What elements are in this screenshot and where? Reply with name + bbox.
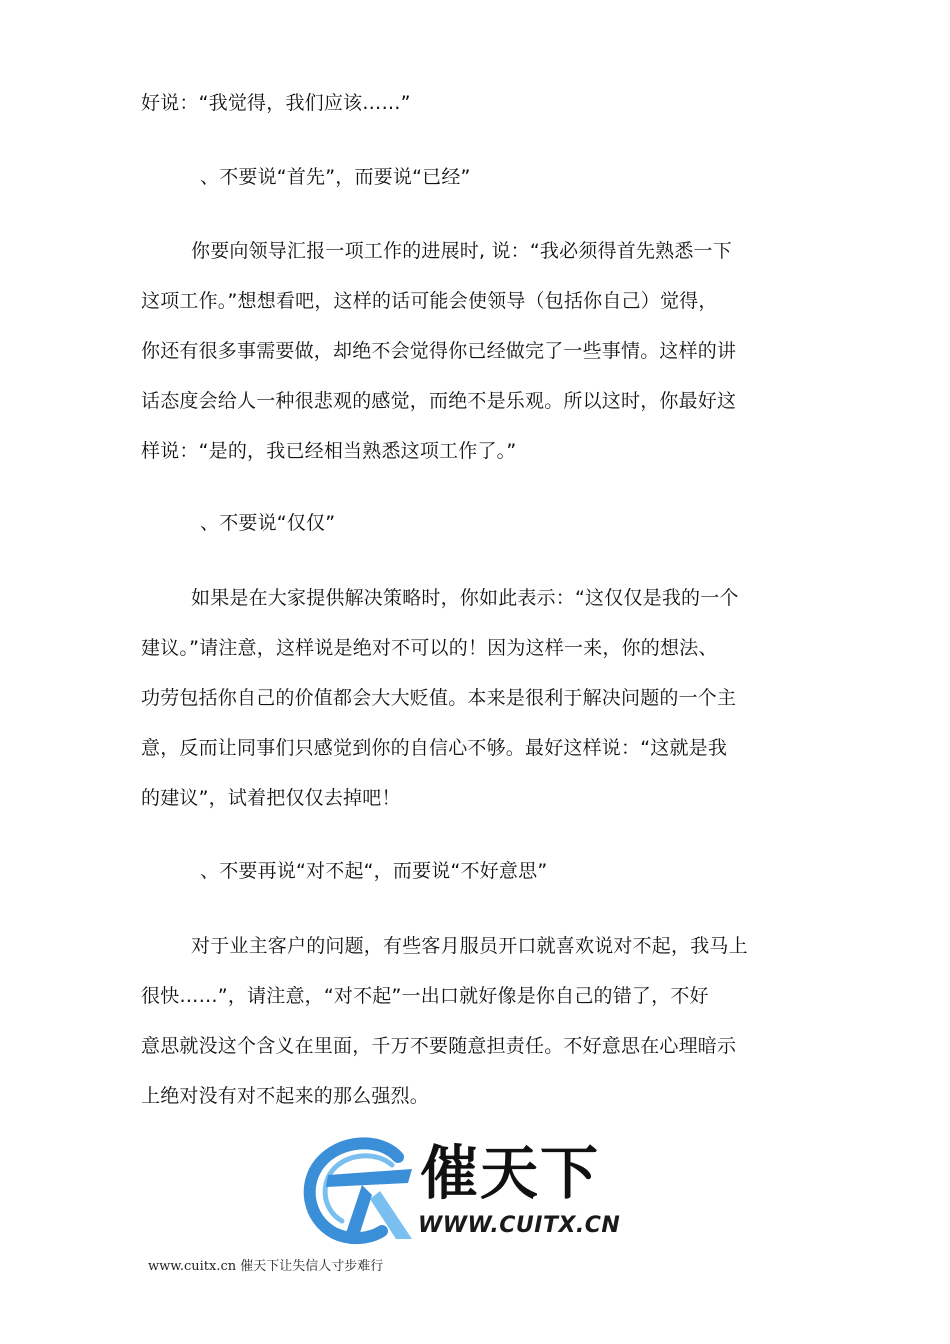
paragraph-line: 的建议”，试着把仅仅去掉吧！ (141, 787, 401, 809)
paragraph-line: 样说：“是的，我已经相当熟悉这项工作了。” (141, 440, 517, 462)
paragraph-line: 你还有很多事需要做，却绝不会觉得你已经做完了一些事情。这样的讲 (141, 340, 737, 362)
paragraph-line: 建议。”请注意，这样说是绝对不可以的！因为这样一来，你的想法、 (141, 637, 718, 659)
section-heading: 、不要说“首先”，而要说“已经” (200, 166, 471, 188)
paragraph-line: 如果是在大家提供解决策略时，你如此表示：“这仅仅是我的一个 (191, 587, 739, 609)
paragraph-line: 意，反而让同事们只感觉到你的自信心不够。最好这样说：“这就是我 (141, 737, 728, 759)
cuitx-logo (300, 1135, 620, 1250)
logo-url: WWW.CUITX.CN (418, 1213, 621, 1238)
logo-emblem-icon (300, 1135, 425, 1250)
paragraph-line: 对于业主客户的问题，有些客月服员开口就喜欢说对不起，我马上 (191, 935, 748, 957)
paragraph-line: 这项工作。”想想看吧，这样的话可能会使领导（包括你自己）觉得， (141, 290, 718, 312)
paragraph-line: 好说：“我觉得，我们应该……” (141, 92, 411, 114)
paragraph-line: 意思就没这个含义在里面，千万不要随意担责任。不好意思在心理暗示 (141, 1035, 737, 1057)
section-heading: 、不要再说“对不起“，而要说“不好意思” (200, 860, 548, 882)
paragraph-line: 功劳包括你自己的价值都会大大贬值。本来是很利于解决问题的一个主 (141, 687, 737, 709)
section-heading: 、不要说“仅仅” (200, 512, 336, 534)
paragraph-line: 很快……”，请注意，“对不起”一出口就好像是你自己的错了，不好 (141, 985, 709, 1007)
footer-text: www.cuitx.cn 催天下让失信人寸步难行 (148, 1259, 384, 1274)
paragraph-line: 上绝对没有对不起来的那么强烈。 (141, 1085, 430, 1107)
paragraph-line: 话态度会给人一种很悲观的感觉，而绝不是乐观。所以这时，你最好这 (141, 390, 737, 412)
paragraph-line: 你要向领导汇报一项工作的进展时, 说：“我必须得首先熟悉一下 (191, 240, 732, 262)
logo-name: 催天下 (420, 1139, 601, 1207)
